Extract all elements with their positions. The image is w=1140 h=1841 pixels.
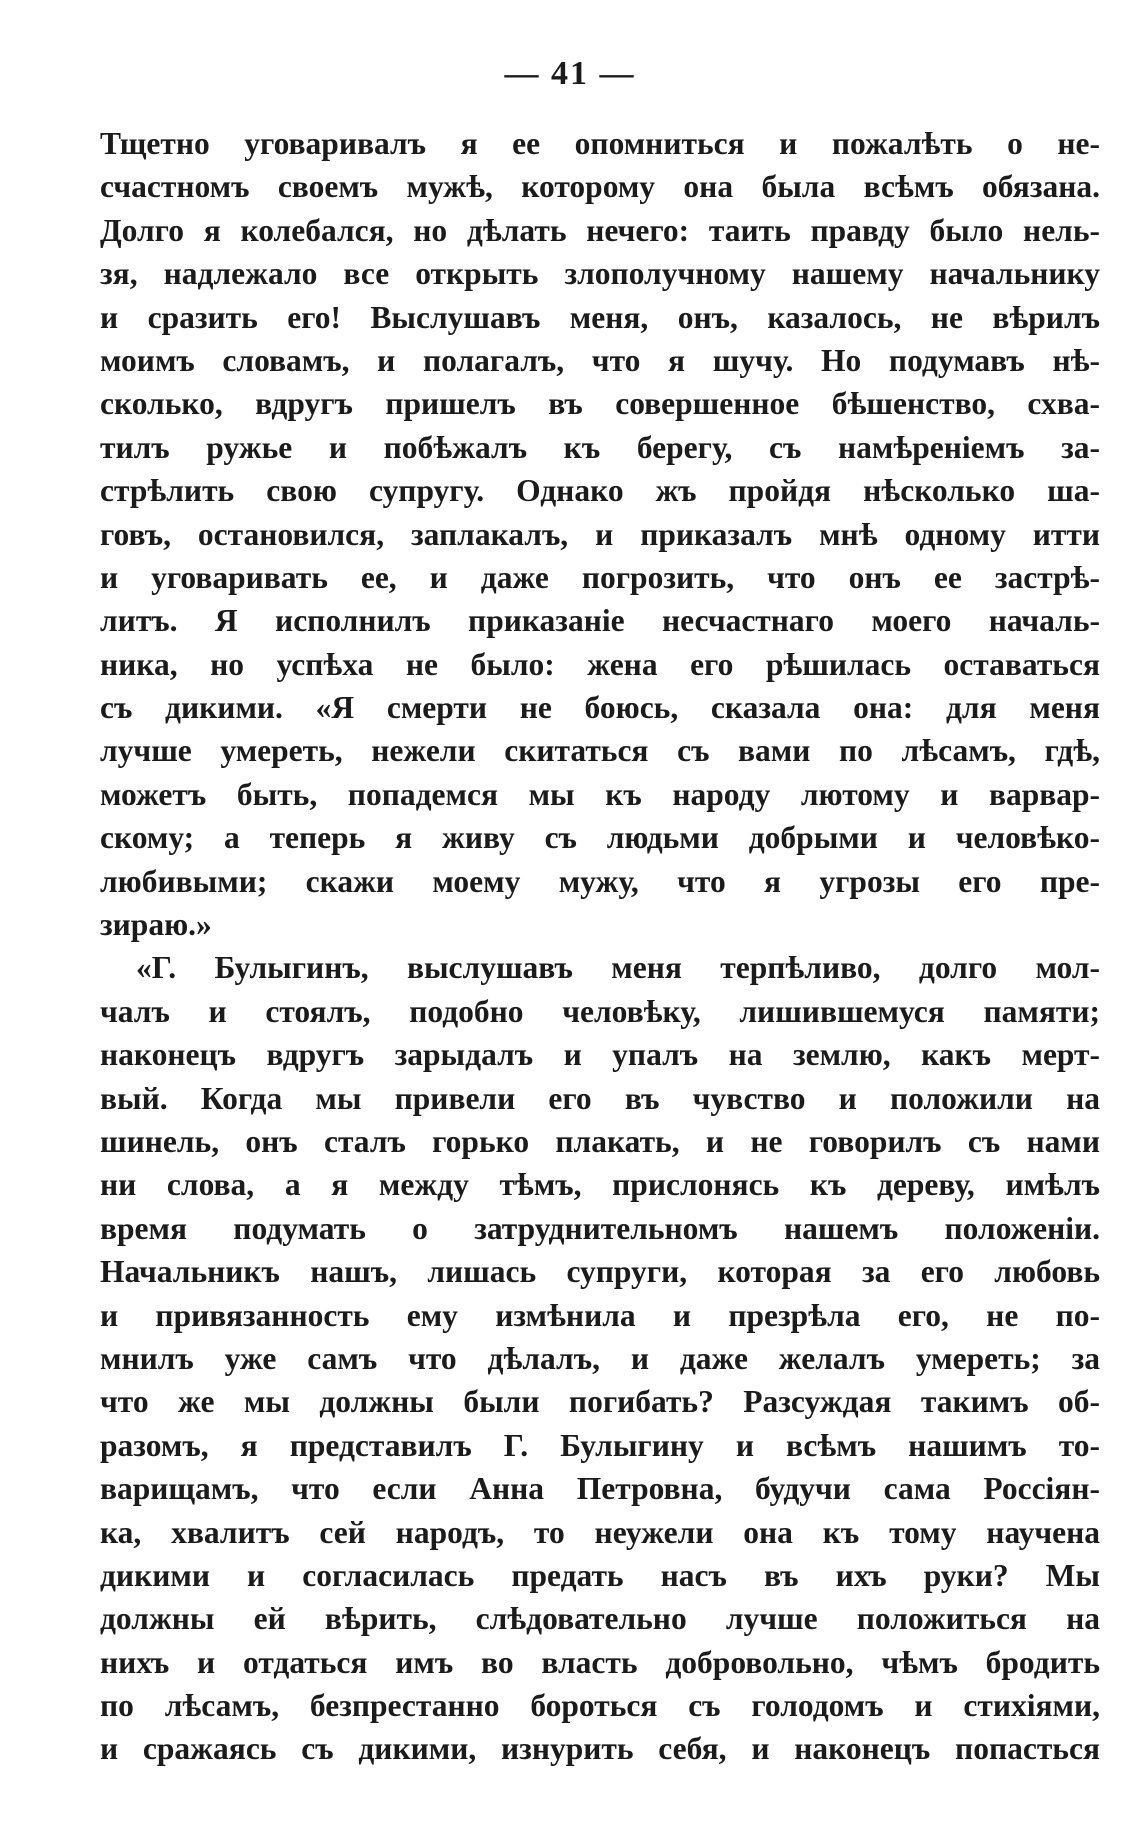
text-line: по лѣсамъ, безпрестанно бороться съ голодомъ и стихіями,: [100, 1688, 1100, 1724]
text-line: дикими и согласилась предать насъ въ ихъ руки? Мы: [100, 1557, 1100, 1593]
body-text: [100, 122, 1100, 1771]
text-line: тилъ ружье и побѣжалъ къ берегу, съ намѣреніемъ за-: [100, 429, 1100, 465]
text-line: должны ей вѣрить, слѣдовательно лучше положиться на: [100, 1601, 1100, 1637]
text-line: Долго я колебался, но дѣлать нечего: таить правду было нель-: [100, 212, 1100, 248]
text-line: моимъ словамъ, и полагалъ, что я шучу. Но подумавъ нѣ-: [100, 342, 1100, 378]
text-line: разомъ, я представилъ Г. Булыгину и всѣмъ нашимъ то-: [100, 1427, 1100, 1463]
text-line: стрѣлить свою супругу. Однако жъ пройдя нѣсколько ша-: [100, 473, 1100, 509]
page-number: — 41 —: [504, 55, 636, 92]
text-line: наконецъ вдругъ зарыдалъ и упалъ на землю, какъ мерт-: [100, 1037, 1100, 1073]
text-line: и привязанность ему измѣнила и презрѣла его, не по-: [100, 1297, 1100, 1333]
text-line: счастномъ своемъ мужѣ, которому она была всѣмъ обязана.: [100, 169, 1100, 205]
text-line: говъ, остановился, заплакалъ, и приказалъ мнѣ одному итти: [100, 516, 1100, 552]
text-line: и сражаясь съ дикими, изнурить себя, и наконецъ попасться: [100, 1731, 1100, 1767]
text-line: ка, хвалитъ сей народъ, то неужели она къ тому научена: [100, 1514, 1100, 1550]
text-line: варищамъ, что если Анна Петровна, будучи сама Россіян-: [100, 1471, 1100, 1507]
text-line: чалъ и стоялъ, подобно человѣку, лишившемуся памяти;: [100, 993, 1100, 1029]
text-line: «Г. Булыгинъ, выслушавъ меня терпѣливо, долго мол-: [136, 950, 1100, 986]
text-line: Начальникъ нашъ, лишась супруги, которая за его любовь: [100, 1254, 1100, 1290]
text-line: скому; а теперь я живу съ людьми добрыми и человѣко-: [100, 820, 1100, 856]
text-line: Тщетно уговаривалъ я ее опомниться и пожалѣть о не-: [100, 126, 1100, 161]
text-line: можетъ быть, попадемся мы къ народу лютому и варвар-: [100, 776, 1100, 812]
text-line: ника, но успѣха не было: жена его рѣшилась оставаться: [100, 646, 1100, 682]
text-line: вый. Когда мы привели его въ чувство и положили на: [100, 1080, 1100, 1116]
text-line: и уговаривать ее, и даже погрозить, что онъ ее застрѣ-: [100, 559, 1100, 595]
text-line: съ дикими. «Я смерти не боюсь, сказала она: для меня: [100, 690, 1100, 726]
text-line: что же мы должны были погибать? Разсуждая такимъ об-: [100, 1384, 1100, 1420]
text-line: любивыми; скажи моему мужу, что я угрозы его пре-: [100, 863, 1100, 899]
text-line: зя, надлежало все открыть злополучному нашему начальнику: [100, 256, 1100, 292]
text-line: и сразить его! Выслушавъ меня, онъ, казалось, не вѣрилъ: [100, 299, 1100, 335]
text-line: нихъ и отдаться имъ во власть добровольно, чѣмъ бродить: [100, 1644, 1100, 1680]
text-line: сколько, вдругъ пришелъ въ совершенное бѣшенство, схва-: [100, 386, 1100, 422]
text-line: мнилъ уже самъ что дѣлалъ, и даже желалъ умереть; за: [100, 1340, 1100, 1376]
text-line: зираю.»: [100, 907, 212, 943]
text-line: лучше умереть, нежели скитаться съ вами по лѣсамъ, гдѣ,: [100, 733, 1100, 769]
text-line: литъ. Я исполнилъ приказаніе несчастнаго моего началь-: [100, 603, 1100, 639]
text-line: время подумать о затруднительномъ нашемъ положеніи.: [100, 1210, 1100, 1246]
text-line: ни слова, а я между тѣмъ, прислонясь къ дереву, имѣлъ: [100, 1167, 1100, 1203]
text-line: шинель, онъ сталъ горько плакать, и не говорилъ съ нами: [100, 1123, 1100, 1159]
